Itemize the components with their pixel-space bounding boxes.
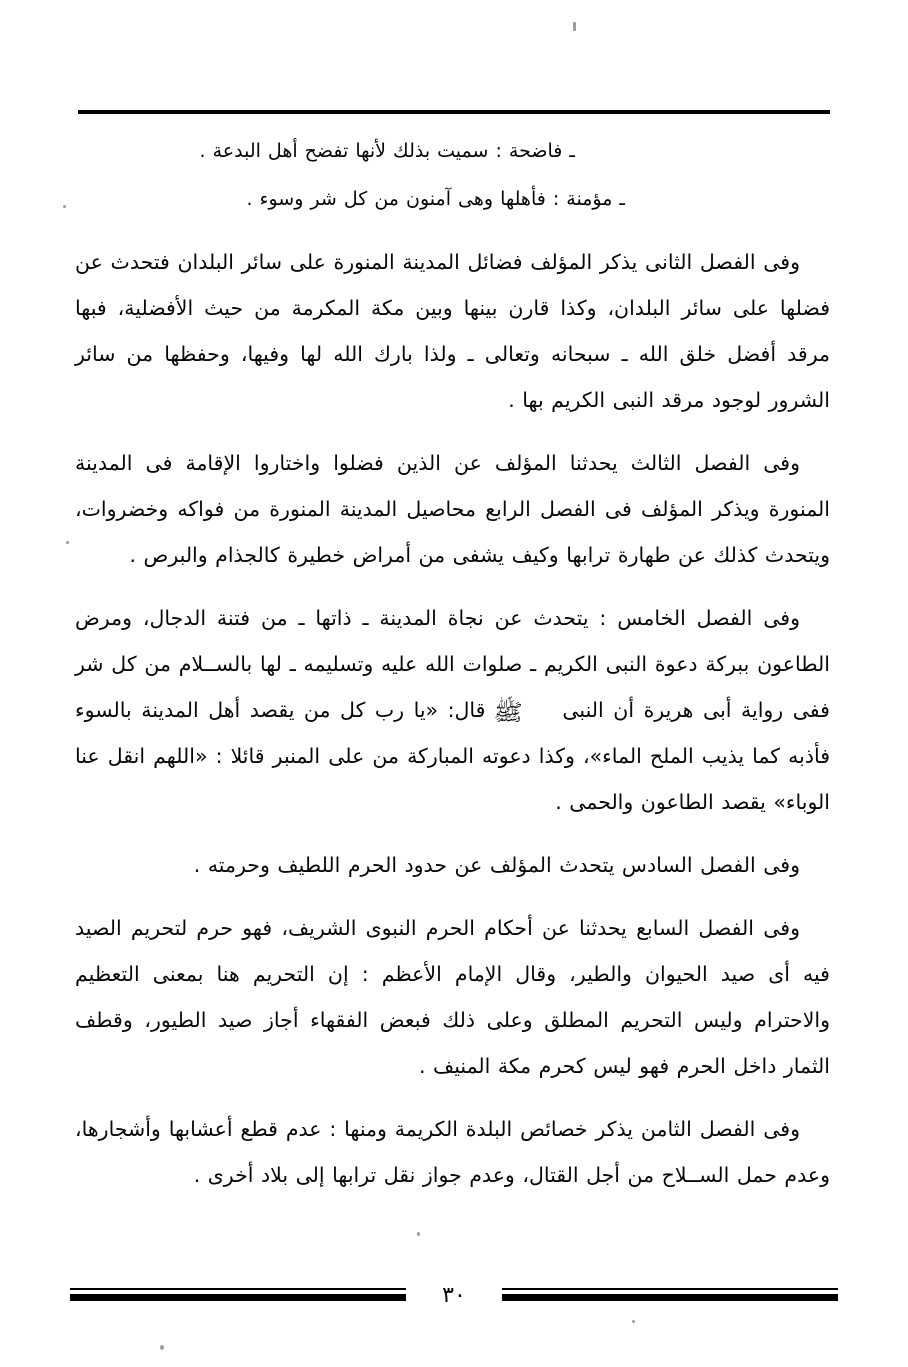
definition-line-muminah: ـ مؤمنة : فأهلها وهى آمنون من كل شر وسوء . xyxy=(246,188,625,210)
paragraph-chapter-eight: وفى الفصل الثامن يذكر خصائص البلدة الكريمة ومنها : عدم قطع أعشابها وأشجارها، وعدم حمل الســلاح من أجل القتال، وعدم جواز نقل ترابها إلى بلاد أخرى . xyxy=(75,1117,830,1187)
paragraph-chapter-five-text-before-glyph: وفى الفصل الخامس : يتحدث عن نجاة المدينة ـ ذاتها ـ من فتنة الدجال، ومرض الطاعون ببركة دعوة النبى الكريم ـ صلوات الله عليه وتسليمه ـ لها بالســلام من كل شر ففى رواية أبى هريرة أن النبى xyxy=(75,606,830,722)
paragraph-chapter-three-four: وفى الفصل الثالث يحدثنا المؤلف عن الذين فضلوا واختاروا الإقامة فى المدينة المنورة ويذكر المؤلف فى الفصل الرابع محاصيل المدينة المنورة من فواكه وخضروات، ويتحدث كذلك عن طهارة ترابها وكيف يشفى من أمراض خطيرة كالجذام والبرص . xyxy=(75,451,830,567)
scan-speck xyxy=(417,1232,420,1236)
paragraph-chapter-five-text-after-glyph: قال: «يا رب كل من يقصد أهل المدينة بالسوء فأذبه كما يذيب الملح الماء»، وكذا دعوته المباركة من على المنبر قائلا : «اللهم انقل عنا الوباء» يقصد الطاعون والحمى . xyxy=(75,698,830,814)
page-number: ٣٠ xyxy=(442,1283,466,1308)
scan-speck xyxy=(63,205,66,208)
footer-rule-left-thick xyxy=(502,1294,838,1301)
scan-speck xyxy=(160,1345,164,1350)
paragraph-chapter-seven: وفى الفصل السابع يحدثنا عن أحكام الحرم النبوى الشريف، فهو حرم لتحريم الصيد فيه أى صيد الحيوان والطير، وقال الإمام الأعظم : إن التحريم هنا بمعنى التعظيم والاحترام وليس التحريم المطلق وعلى ذلك فبعض الفقهاء أجاز صيد الطيور، وقطف الثمار داخل الحرم فهو ليس كحرم مكة المنيف . xyxy=(75,916,830,1078)
footer-rule-right-thin xyxy=(70,1288,406,1290)
footer-rule-left-thin xyxy=(502,1288,838,1290)
header-rule-thick xyxy=(78,110,830,114)
paragraph-chapter-two: وفى الفصل الثانى يذكر المؤلف فضائل المدينة المنورة على سائر البلدان فتحدث عن فضلها على سائر البلدان، وكذا قارن بينها وبين مكة المكرمة من حيث الأفضلية، فبها مرقد أفضل خلق الله ـ سبحانه وتعالى ـ ولذا بارك الله لها وفيها، وحفظها من سائر الشرور لوجود مرقد النبى الكريم بها . xyxy=(75,250,830,412)
paragraph-chapter-six: وفى الفصل السادس يتحدث المؤلف عن حدود الحرم اللطيف وحرمته . xyxy=(193,853,800,877)
footer-rule-right-thick xyxy=(70,1294,406,1301)
scan-speck xyxy=(66,541,69,544)
footer-rule-right xyxy=(70,1285,406,1301)
scan-speck xyxy=(573,22,576,31)
page-footer xyxy=(70,1285,838,1319)
definition-line-faadihah: ـ فاضحة : سميت بذلك لأنها تفضح أهل البدعة . xyxy=(199,140,575,162)
page-text-body xyxy=(75,128,830,1247)
scan-speck xyxy=(632,1320,635,1323)
footer-rule-left xyxy=(502,1285,838,1301)
paragraph-chapter-five: وفى الفصل الخامس : يتحدث عن نجاة المدينة ـ ذاتها ـ من فتنة الدجال، ومرض الطاعون ببركة دعوة النبى الكريم ـ صلوات الله عليه وتسليمه ـ لها بالســلام من كل شر ففى رواية أبى هريرة أن النبى ﷺ قال: «يا رب كل من يقصد أهل المدينة بالسوء فأذبه كما يذيب الملح الماء»، وكذا دعوته المباركة من على المنبر قائلا : «اللهم انقل عنا الوباء» يقصد الطاعون والحمى . xyxy=(75,606,830,814)
header-rule xyxy=(78,110,830,120)
